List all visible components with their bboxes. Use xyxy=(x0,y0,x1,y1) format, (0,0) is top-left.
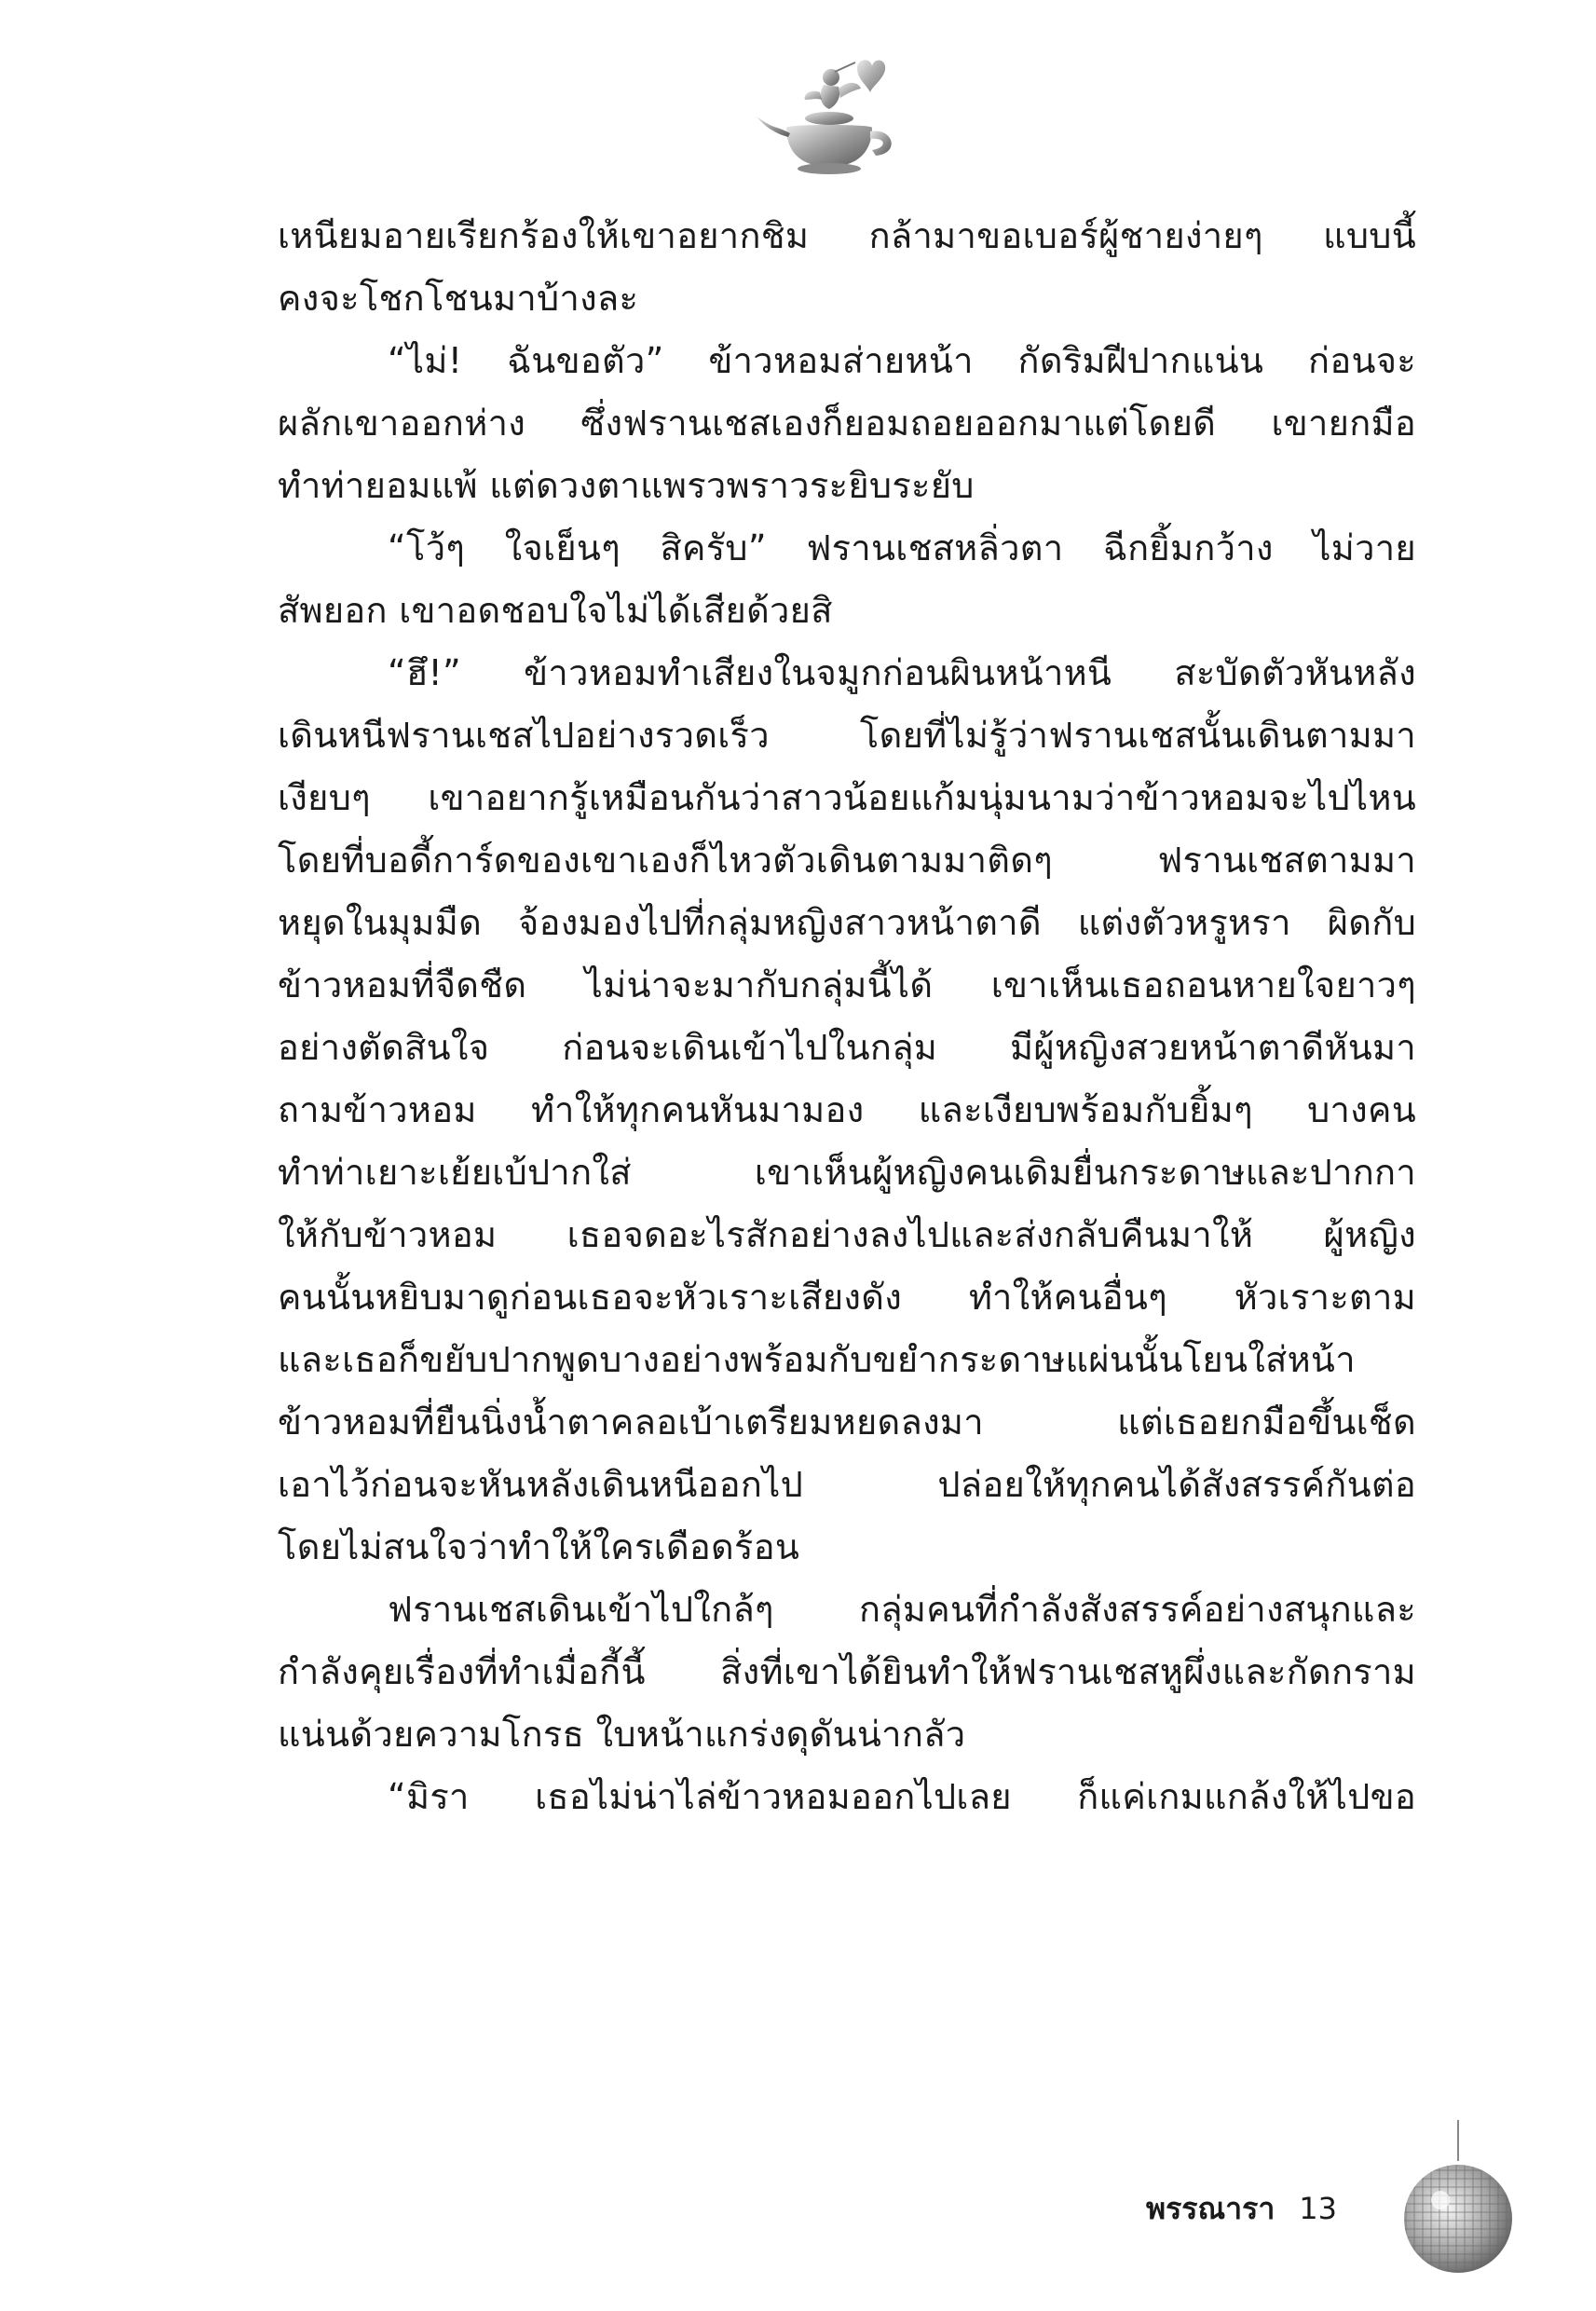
teapot-cupid-ornament-icon xyxy=(745,51,913,191)
book-title: พรรณารา xyxy=(1146,2190,1275,2226)
disco-ball-icon xyxy=(1398,2120,1519,2288)
text-line: แน่นด้วยความโกรธ ใบหน้าแกร่งดุดันน่ากลัว xyxy=(278,1714,966,1755)
text-line: เหนียมอายเรียกร้องให้เขาอยากชิม กล้ามาขอเบอร์ผู้ชายง่ายๆ แบบนี้ xyxy=(278,215,1416,256)
text-line: และเธอก็ขยับปากพูดบางอย่างพร้อมกับขยำกระดาษแผ่นนั้นโยนใส่หน้า xyxy=(278,1339,1356,1380)
page-number: 13 xyxy=(1299,2191,1337,2226)
text-line: โดยที่บอดี้การ์ดของเขาเองก็ไหวตัวเดินตามมาติดๆ ฟรานเชสตามมา xyxy=(278,840,1416,881)
text-line: ข้าวหอมที่ยืนนิ่งน้ำตาคลอเบ้าเตรียมหยดลงมา แต่เธอยกมือขึ้นเช็ด xyxy=(278,1402,1416,1443)
text-line: สัพยอก เขาอดชอบใจไม่ได้เสียด้วยสิ xyxy=(278,590,833,631)
text-line: “โว้ๆ ใจเย็นๆ สิครับ” ฟรานเชสหลิ่วตา ฉีกยิ้มกว้าง ไม่วาย xyxy=(388,527,1416,568)
text-line: คนนั้นหยิบมาดูก่อนเธอจะหัวเราะเสียงดัง ทำให้คนอื่นๆ หัวเราะตาม xyxy=(278,1277,1416,1318)
text-line: โดยไม่สนใจว่าทำให้ใครเดือดร้อน xyxy=(278,1526,800,1567)
text-line: ข้าวหอมที่จืดชืด ไม่น่าจะมากับกลุ่มนี้ได้ เขาเห็นเธอถอนหายใจยาวๆ xyxy=(278,964,1416,1005)
text-line: ทำท่ายอมแพ้ แต่ดวงตาแพรวพราวระยิบระยับ xyxy=(278,465,975,506)
text-line: เอาไว้ก่อนจะหันหลังเดินหนีออกไป ปล่อยให้ทุกคนได้สังสรรค์กันต่อ xyxy=(278,1464,1416,1505)
text-line: ถามข้าวหอม ทำให้ทุกคนหันมามอง และเงียบพร้อมกับยิ้มๆ บางคน xyxy=(278,1089,1416,1130)
text-line: เงียบๆ เขาอยากรู้เหมือนกันว่าสาวน้อยแก้มนุ่มนามว่าข้าวหอมจะไปไหน xyxy=(278,777,1416,818)
text-line: “มิรา เธอไม่น่าไล่ข้าวหอมออกไปเลย ก็แค่เกมแกล้งให้ไปขอ xyxy=(388,1776,1416,1817)
text-line: ทำท่าเยาะเย้ยเบ้ปากใส่ เขาเห็นผู้หญิงคนเดิมยื่นกระดาษและปากกา xyxy=(278,1152,1416,1193)
text-line: ผลักเขาออกห่าง ซึ่งฟรานเชสเองก็ยอมถอยออกมาแต่โดยดี เขายกมือ xyxy=(278,403,1416,444)
body-text xyxy=(278,205,1416,1828)
text-line: กำลังคุยเรื่องที่ทำเมื่อกี้นี้ สิ่งที่เขาได้ยินทำให้ฟรานเชสหูผึ่งและกัดกราม xyxy=(278,1651,1416,1692)
text-line: “ฮึ!” ข้าวหอมทำเสียงในจมูกก่อนผินหน้าหนี สะบัดตัวหันหลัง xyxy=(388,652,1416,693)
text-line: หยุดในมุมมืด จ้องมองไปที่กลุ่มหญิงสาวหน้าตาดี แต่งตัวหรูหรา ผิดกับ xyxy=(278,902,1416,943)
page-footer xyxy=(1146,2181,1337,2236)
text-line: “ไม่! ฉันขอตัว” ข้าวหอมส่ายหน้า กัดริมฝีปากแน่น ก่อนจะ xyxy=(388,340,1416,381)
text-line: ให้กับข้าวหอม เธอจดอะไรสักอย่างลงไปและส่งกลับคืนมาให้ ผู้หญิง xyxy=(278,1214,1416,1255)
text-line: อย่างตัดสินใจ ก่อนจะเดินเข้าไปในกลุ่ม มีผู้หญิงสวยหน้าตาดีหันมา xyxy=(278,1027,1416,1068)
text-line: เดินหนีฟรานเชสไปอย่างรวดเร็ว โดยที่ไม่รู้ว่าฟรานเชสนั้นเดินตามมา xyxy=(278,715,1416,756)
text-line: คงจะโชกโชนมาบ้างละ xyxy=(278,278,639,319)
text-line: ฟรานเชสเดินเข้าไปใกล้ๆ กลุ่มคนที่กำลังสังสรรค์อย่างสนุกและ xyxy=(388,1589,1416,1630)
